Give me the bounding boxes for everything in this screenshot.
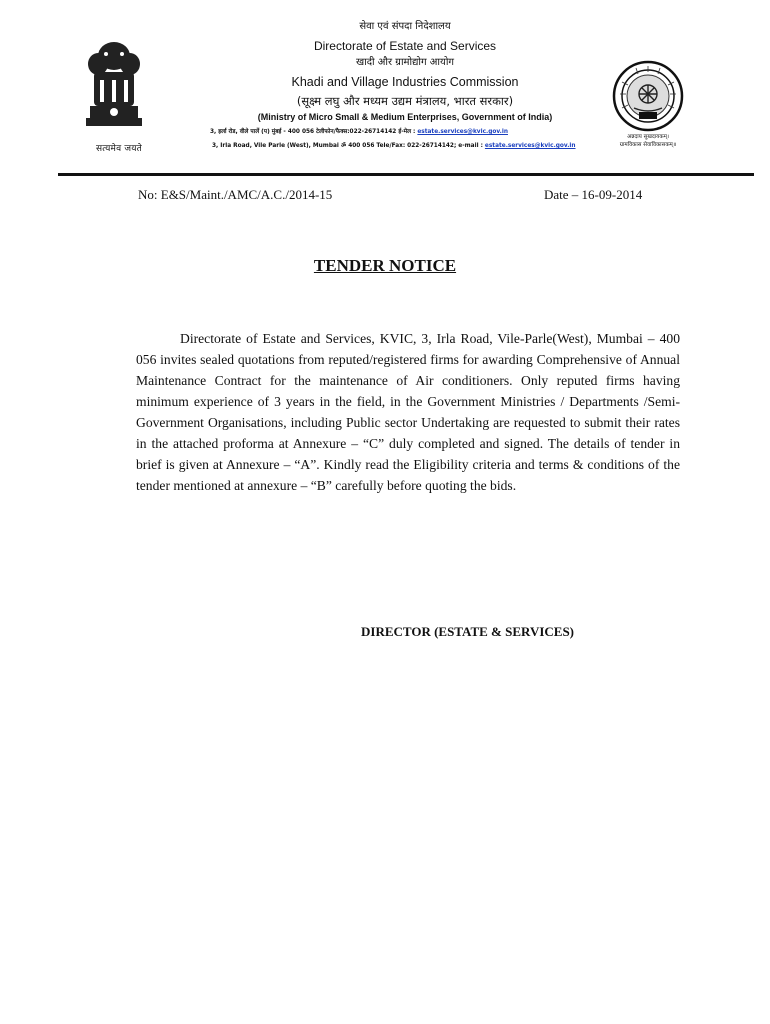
letterhead-divider [58,173,754,176]
directorate-hindi: सेवा एवं संपदा निदेशालय [359,21,451,32]
notice-body: Directorate of Estate and Services, KVIC, 3, Irla Road, Vile-Parle(West), Mumbai – 400 056 invites sealed quotations from reputed/registered firms for awarding Comprehensive of Annual Maintenance Contract for the maintenance of Air conditioners. Only reputed firms having minimum experience of 3 years in the field, in the Government Ministries / Departments /Semi-Government Organisations, including Public sector Undertaking are requested to submit their rates in the attached proforma at Annexure – “C” duly completed and signed. The details of tender in brief is given at Annexure – “A”. Kindly read the Eligibility criteria and terms & conditions of the tender mentioned at annexure – “B” carefully before quoting the bids. [136,331,680,493]
letterhead-title-block [200,20,610,123]
letterhead [0,0,770,180]
emblem-motto: सत्यमेव जयते [96,144,142,154]
address-english [212,142,592,151]
signatory: DIRECTOR (ESTATE & SERVICES) [361,624,575,639]
kvic-logo-icon [612,60,684,132]
national-emblem-icon [84,36,144,136]
address-english-text: 3, Irla Road, Vile Parle (West), Mumbai ॐ 400 056 Tele/Fax: 022-26714142; e-mail : [212,143,485,149]
directorate-name: Directorate of Estate and Services [313,39,497,53]
kvic-motto-line: अन्नदाय सुखदायकम्। ग्रामविकास सेवाविकासकम्॥ [619,134,677,148]
reference-date: Date – 16-09-2014 [544,187,643,202]
ministry-name: (Ministry of Micro Small & Medium Enterprises, Government of India) [257,112,553,122]
email-link-hindi[interactable]: estate.services@kvic.gov.in [417,129,508,135]
email-link-english[interactable]: estate.services@kvic.gov.in [484,143,576,149]
kvic-motto [600,133,696,149]
reference-number: No: E&S/Maint./AMC/A.C./2014-15 [138,187,333,202]
commission-name: Khadi and Village Industries Commission [291,75,519,89]
ministry-hindi: (सूक्ष्म लघु और मध्यम उद्यम मंत्रालय, भारत सरकार) [296,94,514,108]
address-hindi [210,128,590,137]
address-hindi-text: 3, इर्ला रोड, वीले पार्ले (प) मुंबई - 400 056 टेलीफोन/फैक्स:022-26714142 ई-मेल : [210,129,418,135]
commission-hindi: खादी और ग्रामोद्योग आयोग [355,57,455,68]
page-title: TENDER NOTICE [313,256,457,275]
